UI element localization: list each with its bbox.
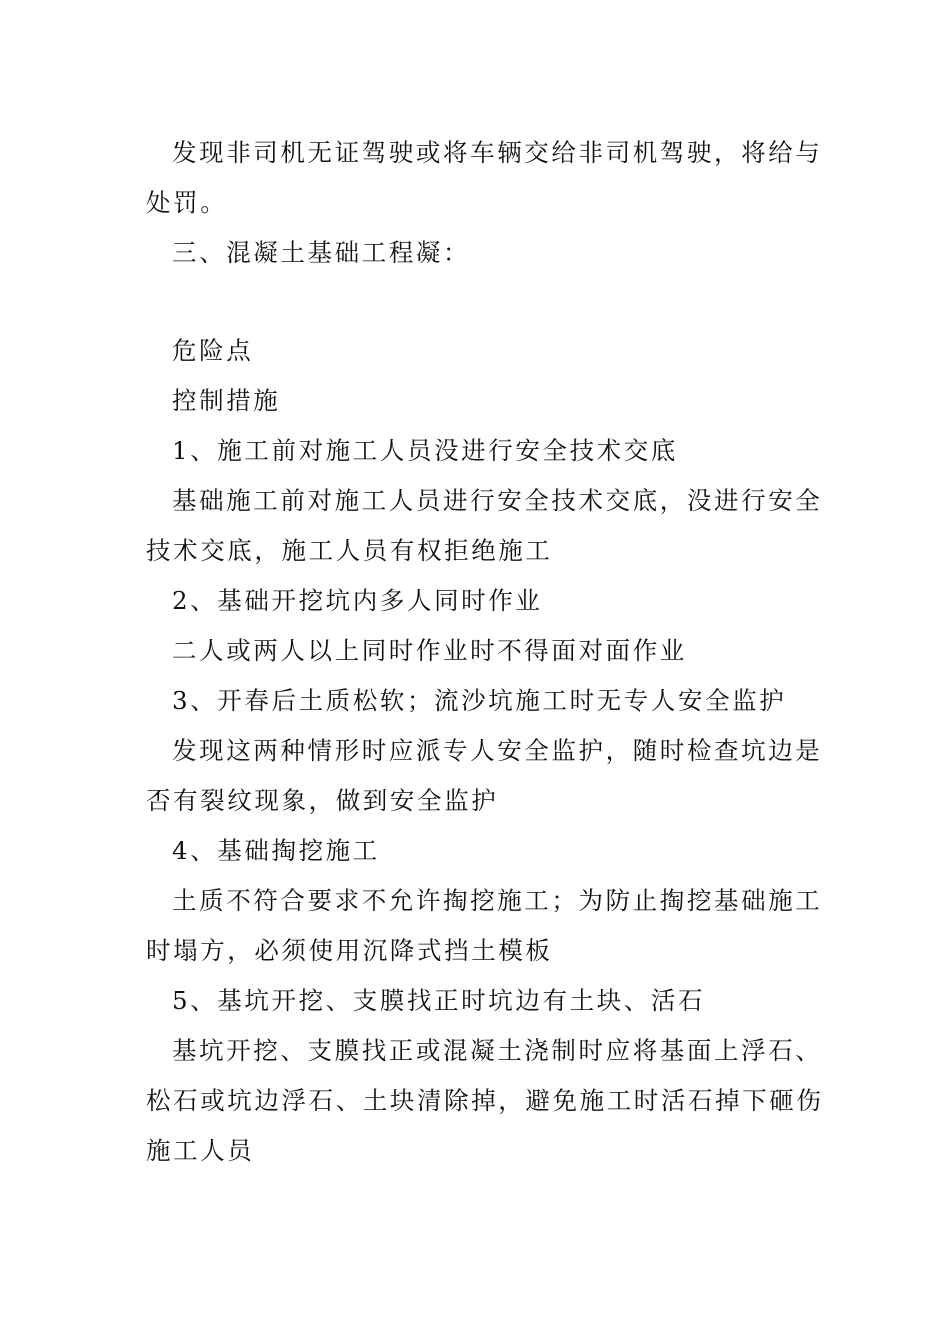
measure-line: 二人或两人以上同时作业时不得面对面作业 (172, 636, 687, 665)
paragraph-line: 处罚。 (146, 188, 228, 217)
measure-line: 松石或坑边浮石、土块清除掉，避免施工时活石掉下砸伤 (146, 1086, 824, 1115)
hazard-item: 3、开春后土质松软；流沙坑施工时无专人安全监护 (172, 686, 787, 715)
table-header-measures: 控制措施 (172, 386, 281, 415)
table-header-hazard: 危险点 (172, 336, 254, 365)
hazard-item: 4、基础掏挖施工 (172, 836, 380, 865)
measure-line: 基础施工前对施工人员进行安全技术交底，没进行安全 (172, 486, 823, 515)
hazard-item: 1、施工前对施工人员没进行安全技术交底 (172, 436, 678, 465)
measure-line: 技术交底，施工人员有权拒绝施工 (146, 536, 553, 565)
section-heading: 三、混凝土基础工程凝： (172, 238, 471, 267)
measure-line: 时塌方，必须使用沉降式挡土模板 (146, 936, 553, 965)
measure-line: 土质不符合要求不允许掏挖施工；为防止掏挖基础施工 (172, 886, 823, 915)
measure-line: 基坑开挖、支膜找正或混凝土浇制时应将基面上浮石、 (172, 1036, 823, 1065)
hazard-item: 5、基坑开挖、支膜找正时坑边有土块、活石 (172, 986, 706, 1015)
paragraph-line: 发现非司机无证驾驶或将车辆交给非司机驾驶，将给与 (172, 138, 823, 167)
measure-line: 否有裂纹现象，做到安全监护 (146, 786, 499, 815)
measure-line: 施工人员 (146, 1136, 255, 1165)
hazard-item: 2、基础开挖坑内多人同时作业 (172, 586, 543, 615)
measure-line: 发现这两种情形时应派专人安全监护，随时检查坑边是 (172, 736, 823, 765)
